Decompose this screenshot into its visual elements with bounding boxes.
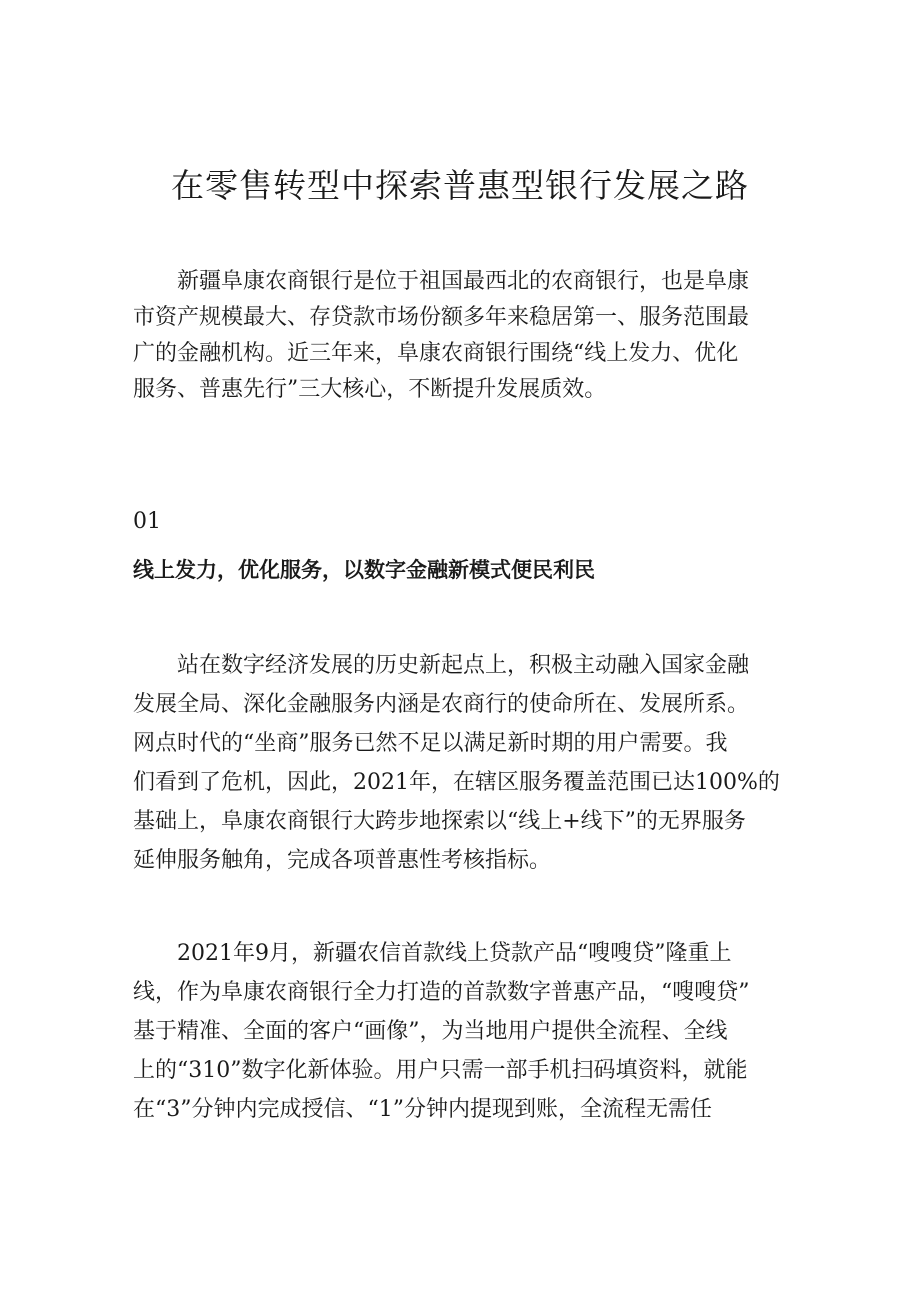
text-line: 2021年9月，新疆农信首款线上贷款产品“嗖嗖贷”隆重上	[177, 941, 732, 966]
text-line: 上的“310”数字化新体验。用户只需一部手机扫码填资料，就能	[133, 1058, 748, 1083]
section-heading: 线上发力，优化服务，以数字金融新模式便民利民	[133, 558, 595, 582]
text-line: 站在数字经济发展的历史新起点上，积极主动融入国家金融	[177, 653, 750, 678]
intro-paragraph	[133, 264, 795, 408]
text-line: 在“3”分钟内完成授信、“1”分钟内提现到账，全流程无需任	[133, 1097, 712, 1122]
text-line: 线，作为阜康农商银行全力打造的首款数字普惠产品，“嗖嗖贷”	[133, 980, 750, 1005]
document-title: 在零售转型中探索普惠型银行发展之路	[171, 166, 749, 205]
text-line: 网点时代的“坐商”服务已然不足以满足新时期的用户需要。我	[133, 731, 728, 756]
text-line: 市资产规模最大、存贷款市场份额多年来稳居第一、服务范围最	[133, 305, 750, 330]
body-paragraph-2	[133, 934, 795, 1129]
text-line: 发展全局、深化金融服务内涵是农商行的使命所在、发展所系。	[133, 692, 750, 717]
text-line: 们看到了危机，因此，2021年，在辖区服务覆盖范围已达100%的	[133, 770, 780, 795]
text-line: 延伸服务触角，完成各项普惠性考核指标。	[133, 848, 552, 873]
section-number: 01	[133, 509, 161, 534]
text-line: 基于精准、全面的客户“画像”，为当地用户提供全流程、全线	[133, 1019, 728, 1044]
text-line: 新疆阜康农商银行是位于祖国最西北的农商银行，也是阜康	[177, 269, 750, 294]
text-line: 基础上，阜康农商银行大跨步地探索以“线上+线下”的无界服务	[133, 809, 746, 834]
body-paragraph-1	[133, 646, 795, 880]
text-line: 广的金融机构。近三年来，阜康农商银行围绕“线上发力、优化	[133, 341, 739, 366]
text-line: 服务、普惠先行”三大核心，不断提升发展质效。	[133, 377, 607, 402]
